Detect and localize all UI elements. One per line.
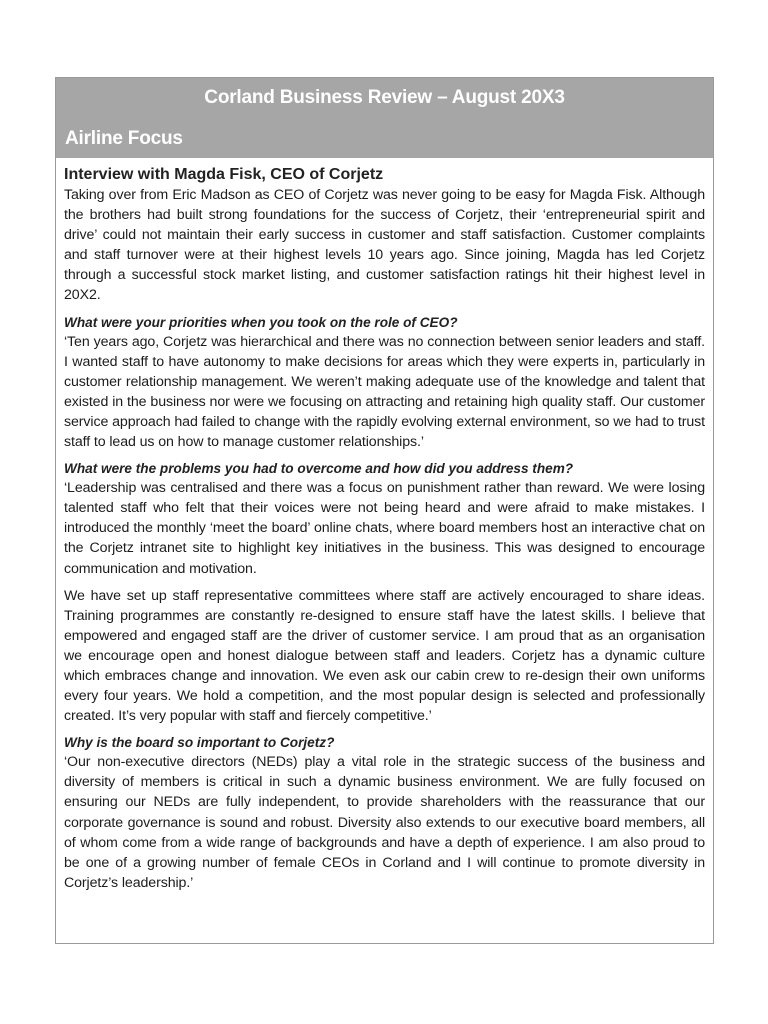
header-banner xyxy=(56,78,713,158)
article-frame xyxy=(55,77,714,944)
publication-title: Corland Business Review – August 20X3 xyxy=(204,87,565,108)
answer-1: ‘Ten years ago, Corjetz was hierarchical and there was no connection between senior leaders and staff. I wanted staff to have autonomy to make decisions for areas which they were experts in, particularly in customer relationship management. We weren’t making adequate use of the knowledge and talent that existed in the business nor were we focusing on attracting and retaining high quality staff. Our customer service approach had failed to change with the rapidly evolving external environment, so we had to trust staff to lead us on how to manage customer relationships.’ xyxy=(64,333,705,451)
article-body xyxy=(56,158,713,893)
spacer xyxy=(64,579,705,586)
question-1: What were your priorities when you took on the role of CEO? xyxy=(64,314,458,330)
spacer xyxy=(64,726,705,733)
section-title: Airline Focus xyxy=(65,128,183,149)
question-3: Why is the board so important to Corjetz? xyxy=(64,735,335,751)
answer-2-part-1: ‘Leadership was centralised and there was a focus on punishment rather than reward. We were losing talented staff who felt that their voices were not being heard and were afraid to make mistakes. I introduced the monthly ‘meet the board’ online chats, where board members host an interactive chat on the Corjetz intranet site to highlight key initiatives in the business. This was designed to encourage communication and motivation. xyxy=(64,480,705,577)
question-2: What were the problems you had to overcome and how did you address them? xyxy=(64,461,574,477)
spacer xyxy=(64,452,705,459)
article-title: Interview with Magda Fisk, CEO of Corjetz xyxy=(64,166,384,183)
intro-paragraph: Taking over from Eric Madson as CEO of Corjetz was never going to be easy for Magda Fisk. Although the brothers had built strong foundations for the success of Corjetz, their ‘entrepreneurial spirit and drive’ could not maintain their early success in customer and staff satisfaction. Customer complaints and staff turnover were at their highest levels 10 years ago. Since joining, Magda has led Corjetz through a successful stock market listing, and customer satisfaction ratings hit their highest level in 20X2. xyxy=(64,187,705,304)
spacer xyxy=(64,306,705,313)
answer-2-part-2: We have set up staff representative committees where staff are actively encouraged to share ideas. Training programmes are constantly re-designed to ensure staff have the latest skills. I believe that empowered and engaged staff are the driver of customer service. I am proud that as an organisation we encourage open and honest dialogue between staff and leaders. Corjetz has a dynamic culture which embraces change and innovation. We even ask our cabin crew to re-design their own uniforms every four years. We hold a competition, and the most popular design is selected and professionally created. It’s very popular with staff and fiercely competitive.’ xyxy=(64,587,705,725)
answer-3: ‘Our non-executive directors (NEDs) play a vital role in the strategic success of the business and diversity of members is critical in such a dynamic business environment. We are fully focused on ensuring our NEDs are fully independent, to provide shareholders with the reassurance that our corporate governance is sound and robust. Diversity also extends to our executive board members, all of whom come from a wide range of backgrounds and have a depth of experience. I am also proud to be one of a growing number of female CEOs in Corland and I will continue to promote diversity in Corjetz’s leadership.’ xyxy=(64,754,705,891)
